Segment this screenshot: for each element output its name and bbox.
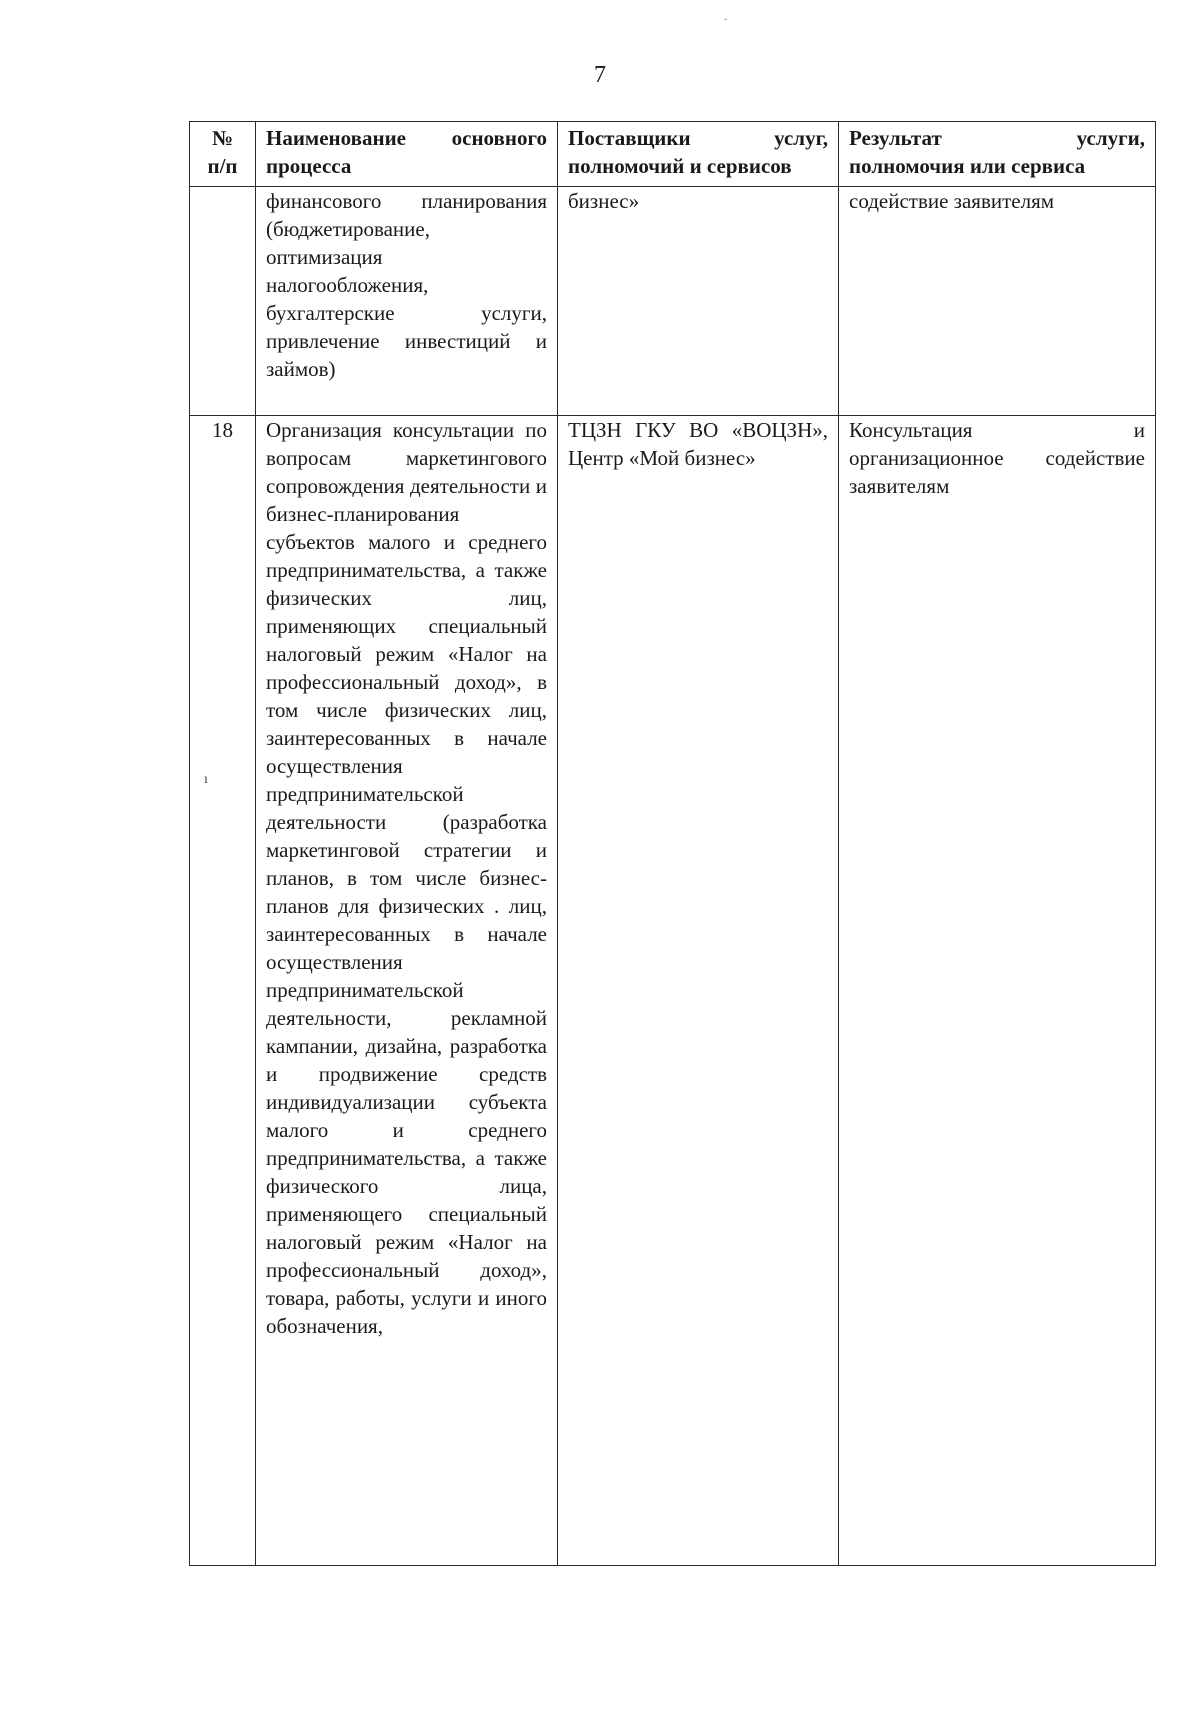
row-providers: бизнес»	[558, 187, 839, 416]
process-table	[189, 121, 1156, 1566]
header-result-line1: Результат услуги,	[849, 126, 1145, 150]
table-header-row	[190, 122, 1156, 187]
page-number: 7	[594, 62, 606, 88]
scan-artifact-dot: ˘	[724, 18, 728, 29]
row-result: содействие заявителям	[839, 187, 1156, 416]
table-row	[190, 416, 1156, 1566]
row-process-name: Организация консультации по вопросам маркетингового сопровождения деятельности и бизнес-планирования субъектов малого и среднего предпринимательства, а также физических лиц, применяющих специальный налоговый режим «Налог на профессиональный доход», в том числе физических лиц, заинтересованных в начале осуществления предпринимательской деятельности (разработка маркетинговой стратегии и планов, в том числе бизнес-планов для физических . лиц, заинтересованных в начале осуществления предпринимательской деятельности, рекламной кампании, дизайна, разработка и продвижение средств индивидуализации субъекта малого и среднего предпринимательства, а также физического лица, применяющего специальный налоговый режим «Налог на профессиональный доход», товара, работы, услуги и иного обозначения,	[256, 416, 558, 1566]
row-process-name: финансового планирования (бюджетирование, оптимизация налогообложения, бухгалтерские услуги, привлечение инвестиций и займов)	[256, 187, 558, 416]
header-result-line2: полномочия или сервиса	[849, 154, 1086, 178]
header-num-line1: №	[211, 126, 234, 150]
scan-artifact-mark: ı	[204, 772, 208, 787]
header-name	[256, 122, 558, 187]
row-result: Консультация и организационное содействие заявителям	[839, 416, 1156, 1566]
row-providers: ТЦЗН ГКУ ВО «ВОЦЗН», Центр «Мой бизнес»	[558, 416, 839, 1566]
header-name-line2: процесса	[266, 154, 352, 178]
table-row	[190, 187, 1156, 416]
header-name-line1: Наименование основного	[266, 126, 547, 150]
header-providers	[558, 122, 839, 187]
row-number: 18	[190, 416, 256, 1566]
row-number	[190, 187, 256, 416]
header-result	[839, 122, 1156, 187]
header-num	[190, 122, 256, 187]
header-providers-line2: полномочий и сервисов	[568, 154, 792, 178]
header-num-line2: п/п	[207, 154, 238, 178]
header-providers-line1: Поставщики услуг,	[568, 126, 828, 150]
